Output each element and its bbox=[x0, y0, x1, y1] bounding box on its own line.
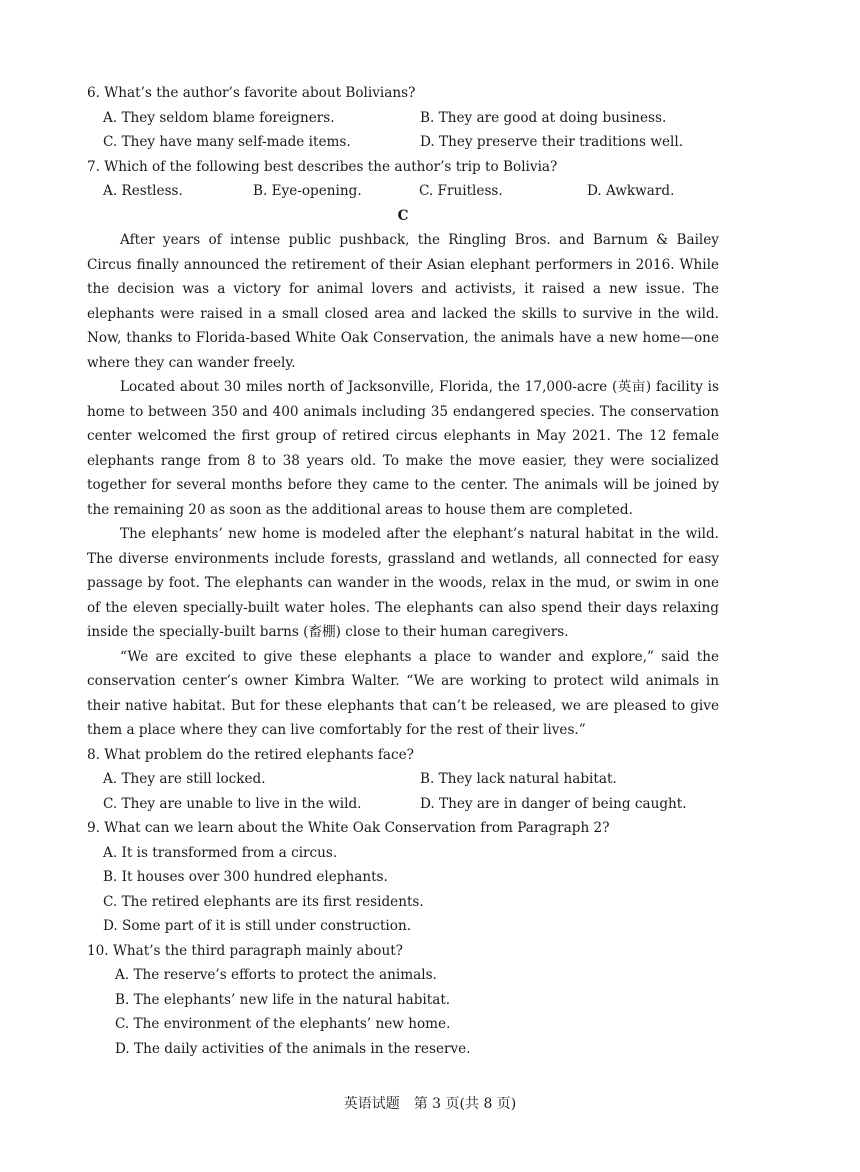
option-c: C. They are unable to live in the wild. bbox=[103, 795, 362, 812]
options bbox=[87, 179, 719, 204]
option-b: B. They are good at doing business. bbox=[420, 109, 667, 126]
page-content bbox=[87, 81, 719, 1061]
options bbox=[87, 106, 719, 155]
question-stem: 10. What’s the third paragraph mainly about? bbox=[87, 942, 403, 959]
question-stem: 7. Which of the following best describes the author’s trip to Bolivia? bbox=[87, 158, 558, 175]
option-a: A. The reserve’s efforts to protect the animals. bbox=[115, 967, 437, 983]
option-a: A. They seldom blame foreigners. bbox=[103, 109, 335, 126]
passage-paragraph: Located about 30 miles north of Jacksonville, Florida, the 17,000-acre (英亩) facility is home to between 350 and 400 animals including 35 endangered species. The conservation center welcomed the first group of retired circus elephants in May 2021. The 12 female elephants range from 8 to 38 years old. To make the move easier, they were socialized together for several months before they came to the center. The animals will be joined by the remaining 20 as soon as the additional areas to house them are completed. bbox=[87, 379, 719, 518]
question-10 bbox=[87, 939, 719, 1062]
options bbox=[87, 963, 719, 1061]
option-c: C. Fruitless. bbox=[419, 183, 503, 199]
option-c: C. The environment of the elephants’ new home. bbox=[115, 1016, 451, 1032]
option-d: D. Awkward. bbox=[587, 183, 675, 199]
question-stem: 6. What’s the author’s favorite about Bolivians? bbox=[87, 85, 416, 101]
question-stem: 8. What problem do the retired elephants face? bbox=[87, 746, 414, 763]
option-b: B. Eye-opening. bbox=[253, 183, 362, 199]
options bbox=[87, 841, 719, 939]
question-9 bbox=[87, 816, 719, 939]
question-8 bbox=[87, 743, 719, 817]
passage-paragraph: The elephants’ new home is modeled after the elephant’s natural habitat in the wild. The diverse environments include forests, grassland and wetlands, all connected for easy passage by foot. The elephants can wander in the woods, relax in the mud, or swim in one of the eleven specially-built water holes. The elephants can also spend their days relaxing inside the specially-built barns (畜棚) close to their human caregivers. bbox=[87, 526, 719, 640]
page-footer: 英语试题 第 3 页(共 8 页) bbox=[343, 1096, 517, 1112]
passage bbox=[87, 228, 719, 743]
option-b: B. The elephants’ new life in the natural habitat. bbox=[115, 991, 451, 1008]
question-6 bbox=[87, 81, 719, 155]
option-a: A. It is transformed from a circus. bbox=[103, 844, 338, 861]
passage-paragraph: “We are excited to give these elephants a place to wander and explore,” said the conservation center’s owner Kimbra Walter. “We are working to protect wild animals in their native habitat. But for these elephants that can’t be released, we are pleased to give them a place where they can live comfortably for the rest of their lives.” bbox=[87, 648, 719, 738]
option-d: D. Some part of it is still under construction. bbox=[103, 918, 412, 934]
option-d: D. They preserve their traditions well. bbox=[420, 134, 684, 150]
option-d: D. They are in danger of being caught. bbox=[420, 795, 687, 812]
section-heading: C bbox=[397, 207, 409, 224]
option-b: B. It houses over 300 hundred elephants. bbox=[103, 869, 388, 885]
option-d: D. The daily activities of the animals in the reserve. bbox=[115, 1040, 471, 1057]
options bbox=[87, 767, 719, 816]
question-stem: 9. What can we learn about the White Oak Conservation from Paragraph 2? bbox=[87, 820, 610, 836]
option-c: C. The retired elephants are its first residents. bbox=[103, 893, 424, 910]
option-a: A. They are still locked. bbox=[103, 771, 266, 787]
option-c: C. They have many self-made items. bbox=[103, 134, 351, 150]
option-a: A. Restless. bbox=[103, 183, 183, 199]
option-b: B. They lack natural habitat. bbox=[420, 771, 617, 787]
question-7 bbox=[87, 155, 719, 204]
passage-paragraph: After years of intense public pushback, the Ringling Bros. and Barnum & Bailey Circus finally announced the retirement of their Asian elephant performers in 2016. While the decision was a victory for animal lovers and activists, it raised a new issue. The elephants were raised in a small closed area and lacked the skills to survive in the wild. Now, thanks to Florida-based White Oak Conservation, the animals have a new home—one where they can wander freely. bbox=[87, 232, 719, 371]
